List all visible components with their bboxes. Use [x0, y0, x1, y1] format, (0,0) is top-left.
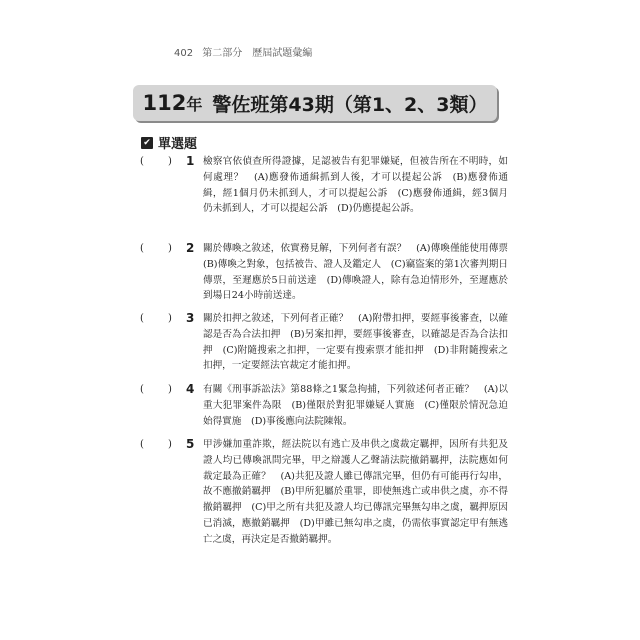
answer-blank: ( ) [140, 156, 172, 167]
section-heading [141, 133, 197, 152]
exam-name: 警佐班第43期（第1、2、3類） [212, 93, 488, 116]
question-text: 有關《刑事訴訟法》第88條之1緊急拘捕，下列敘述何者正確？ (A)以重大犯罪案件為限 (B)僅限於對犯罪嫌疑人實施 (C)僅限於情況急迫始得實施 (D)事後應向法院陳報。 [203, 384, 508, 427]
question-number: 5 [186, 437, 195, 451]
answer-blank: ( ) [140, 439, 172, 450]
question-text: 關於傳喚之敘述，依實務見解，下列何者有誤？ (A)傳喚僅能使用傳票 (B)傳喚之對象，包括被告、證人及鑑定人 (C)竊盜案的第1次審判期日傳票，至遲應於5日前送達 (D)傳喚證人，除有急迫情形外，至遲應於到場日24小時前送達。 [203, 243, 518, 302]
question-text: 甲涉嫌加重詐欺，經法院以有逃亡及串供之虞裁定羈押，因所有共犯及證人均已傳喚訊問完畢，甲之辯護人乙聲請法院撤銷羈押，法院應如何裁定最為正確？ (A)共犯及證人雖已傳訊完畢，但仍有可能再行勾串，故不應撤銷羈押 (B)甲所犯屬於重罪，即使無逃亡或串供之虞，亦不得撤銷羈押 (C)甲之所有共犯及證人均已傳訊完畢無勾串之虞，羈押原因已消滅，應撤銷羈押 (D)甲雖已無勾串之虞，仍需依事實認定甲有無逃亡之虞，再決定是否撤銷羈押。 [203, 439, 508, 545]
question-number: 2 [186, 241, 195, 255]
answer-blank: ( ) [140, 313, 172, 324]
question-text: 檢察官依偵查所得證據，足認被告有犯罪嫌疑，但被告所在不明時，如何處理？ (A)應發佈通緝抓到人後，才可以提起公訴 (B)應發佈通緝，經1個月仍未抓到人，才可以提起公訴 (C)應發佈通緝，經3個月仍未抓到人，才可以提起公訴 (D)仍應提起公訴。 [203, 156, 508, 215]
question-number: 3 [186, 311, 195, 325]
exam-year: 112 [142, 91, 187, 115]
section-label: 單選題 [158, 137, 198, 152]
question-number: 1 [186, 154, 195, 168]
question-text: 關於扣押之敘述，下列何者正確？ (A)附帶扣押，要經事後審查，以確認是否為合法扣押 (B)另案扣押，要經事後審查，以確認是否為合法扣押 (C)附隨搜索之扣押，一定要有搜索票才能扣押 (D)非附隨搜索之扣押，一定要經法官裁定才能扣押。 [203, 313, 508, 372]
running-header [174, 44, 312, 59]
question-number: 4 [186, 382, 195, 396]
answer-blank: ( ) [140, 384, 172, 395]
exam-title-banner [133, 85, 497, 121]
checkbox-icon: ✔ [141, 137, 153, 149]
running-title: 第二部分 歷屆試題彙編 [202, 48, 313, 59]
exam-year-suffix: 年 [186, 94, 203, 114]
answer-blank: ( ) [140, 243, 172, 254]
page-number: 402 [174, 48, 194, 59]
